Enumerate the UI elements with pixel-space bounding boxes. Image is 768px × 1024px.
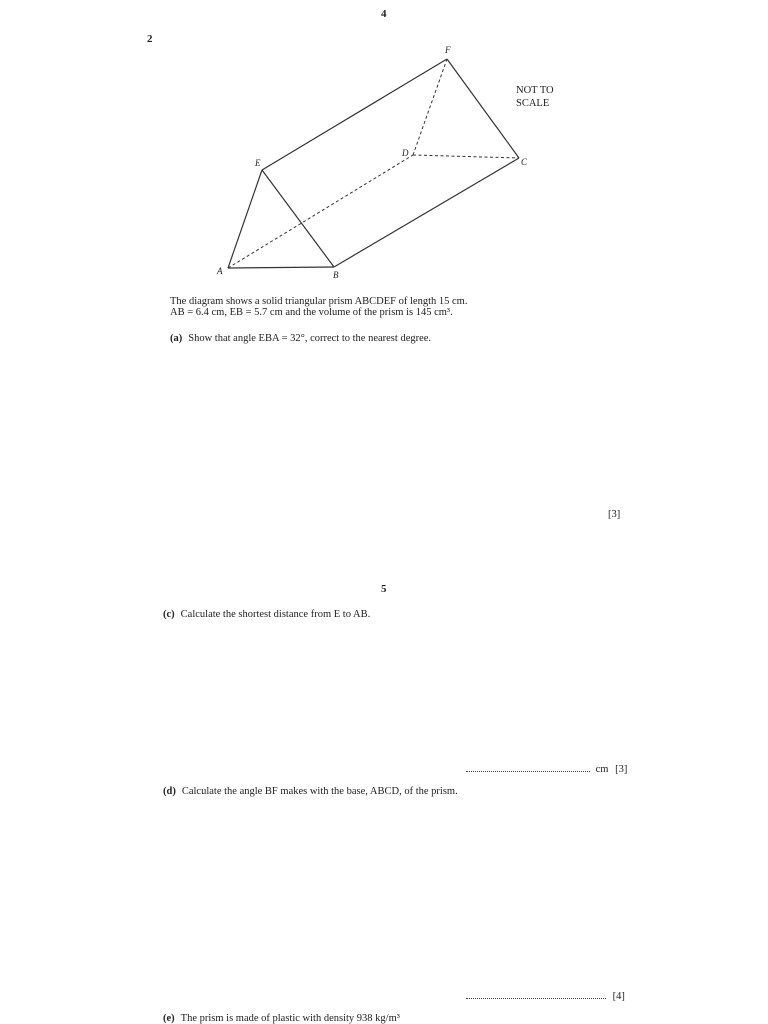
part-c-mark: [3]: [615, 764, 628, 775]
question-number: 2: [147, 33, 153, 45]
edge-DC-hidden: [413, 155, 519, 158]
edge-EB: [262, 170, 334, 267]
question-intro: [170, 295, 590, 320]
edge-AD-hidden: [228, 155, 413, 268]
vertex-label-E: E: [255, 158, 261, 168]
edge-AB: [228, 267, 334, 268]
part-c-answer-line: [466, 762, 627, 775]
prism-diagram: [0, 0, 768, 290]
part-c: [163, 609, 370, 620]
part-c-unit: cm: [595, 764, 609, 775]
part-e-text: The prism is made of plastic with density 938 kg/m³: [180, 1013, 400, 1024]
not-to-scale-line1: NOT TO: [516, 85, 554, 96]
part-d: [163, 786, 458, 797]
part-a-label: (a): [170, 333, 183, 344]
edge-EF: [262, 59, 447, 170]
part-d-answer-line: [466, 989, 625, 1002]
edge-FC: [447, 59, 519, 158]
intro-line1: The diagram shows a solid triangular prism ABCDEF of length 15 cm.: [170, 296, 468, 307]
page-number-4: 4: [381, 8, 387, 20]
vertex-label-D: D: [402, 148, 409, 158]
part-e-label: (e): [163, 1013, 175, 1024]
edge-AE: [228, 170, 262, 268]
answer-dots[interactable]: [466, 989, 606, 999]
part-c-label: (c): [163, 609, 175, 620]
part-c-text: Calculate the shortest distance from E to AB.: [180, 609, 371, 620]
answer-dots[interactable]: [466, 762, 590, 772]
not-to-scale-note: [516, 84, 554, 110]
edge-BC: [334, 158, 519, 267]
part-a-mark: [3]: [608, 509, 621, 520]
part-d-label: (d): [163, 786, 176, 797]
part-a-text: Show that angle EBA = 32°, correct to the nearest degree.: [188, 333, 432, 344]
part-d-mark: [4]: [612, 991, 625, 1002]
part-a: [170, 333, 431, 344]
vertex-label-B: B: [333, 270, 339, 280]
not-to-scale-line2: SCALE: [516, 98, 550, 109]
intro-line2: AB = 6.4 cm, EB = 5.7 cm and the volume of the prism is 145 cm³.: [170, 307, 453, 318]
vertex-label-A: A: [217, 266, 223, 276]
vertex-label-F: F: [445, 45, 451, 55]
edge-DF-hidden: [413, 59, 447, 155]
part-e: [163, 1013, 400, 1024]
page-number-5: 5: [381, 583, 387, 595]
part-d-text: Calculate the angle BF makes with the base, ABCD, of the prism.: [181, 786, 458, 797]
vertex-label-C: C: [521, 157, 528, 167]
